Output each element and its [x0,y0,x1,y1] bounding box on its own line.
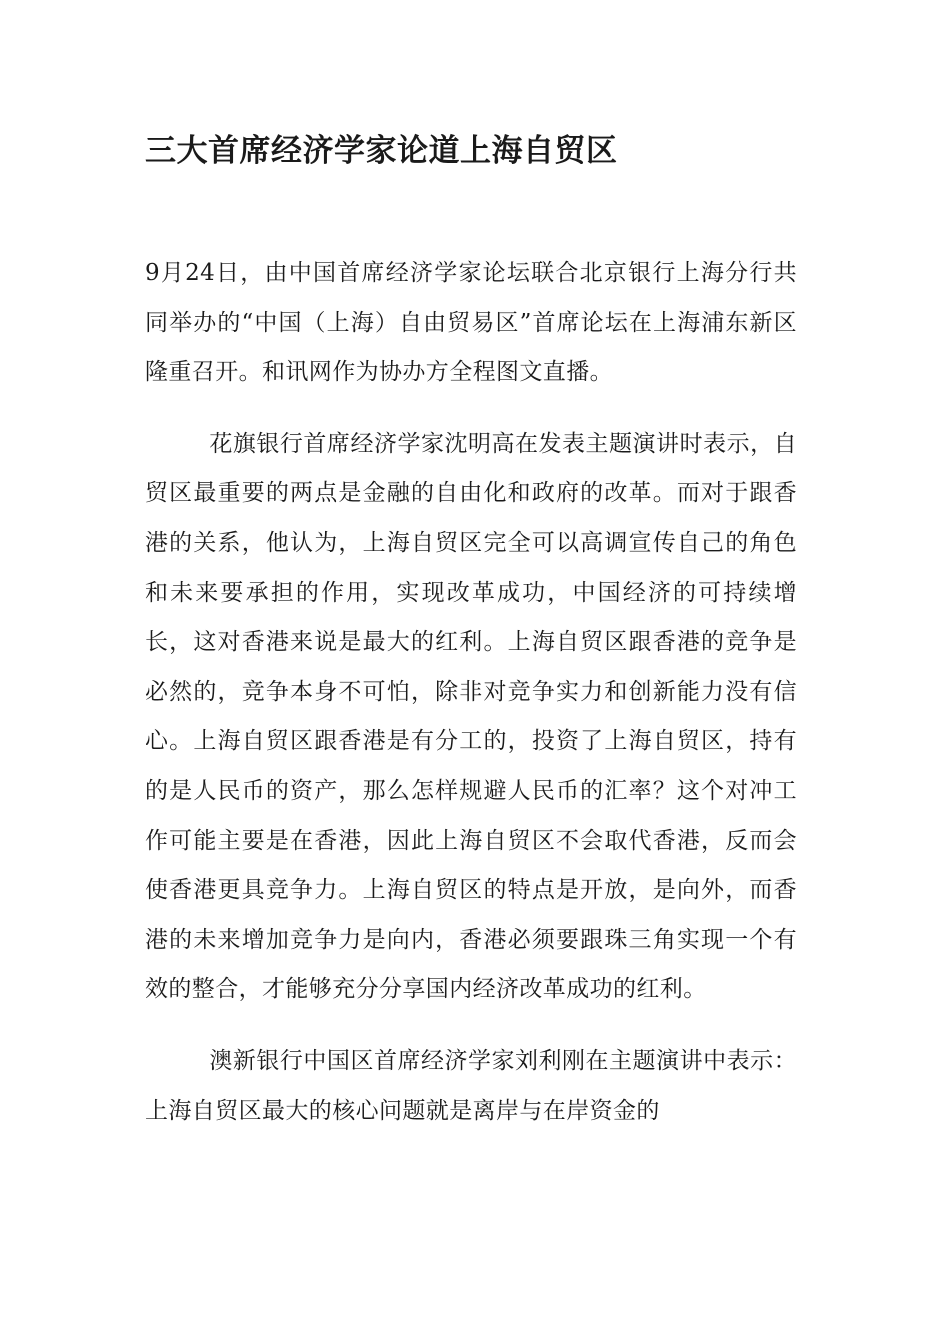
document-body [145,249,797,1136]
document-title: 三大首席经济学家论道上海自贸区 [145,133,618,169]
paragraph-shen-minggao: 花旗银行首席经济学家沈明高在发表主题演讲时表示，自贸区最重要的两点是金融的自由化和政府的改革。而对于跟香港的关系，他认为，上海自贸区完全可以高调宣传自己的角色和未来要承担的作用，实现改革成功，中国经济的可持续增长，这对香港来说是最大的红利。上海自贸区跟香港的竞争是必然的，竞争本身不可怕，除非对竞争实力和创新能力没有信心。上海自贸区跟香港是有分工的，投资了上海自贸区，持有的是人民币的资产，那么怎样规避人民币的汇率？这个对冲工作可能主要是在香港，因此上海自贸区不会取代香港，反而会使香港更具竞争力。上海自贸区的特点是开放，是向外，而香港的未来增加竞争力是向内，香港必须要跟珠三角实现一个有效的整合，才能够充分分享国内经济改革成功的红利。 [145,430,797,1003]
paragraph-liu-ligang: 澳新银行中国区首席经济学家刘利刚在主题演讲中表示：上海自贸区最大的核心问题就是离岸与在岸资金的 [145,1047,797,1124]
paragraph-intro: 9月24日，由中国首席经济学家论坛联合北京银行上海分行共同举办的“中国（上海）自由贸易区”首席论坛在上海浦东新区隆重召开。和讯网作为协办方全程图文直播。 [145,260,797,386]
